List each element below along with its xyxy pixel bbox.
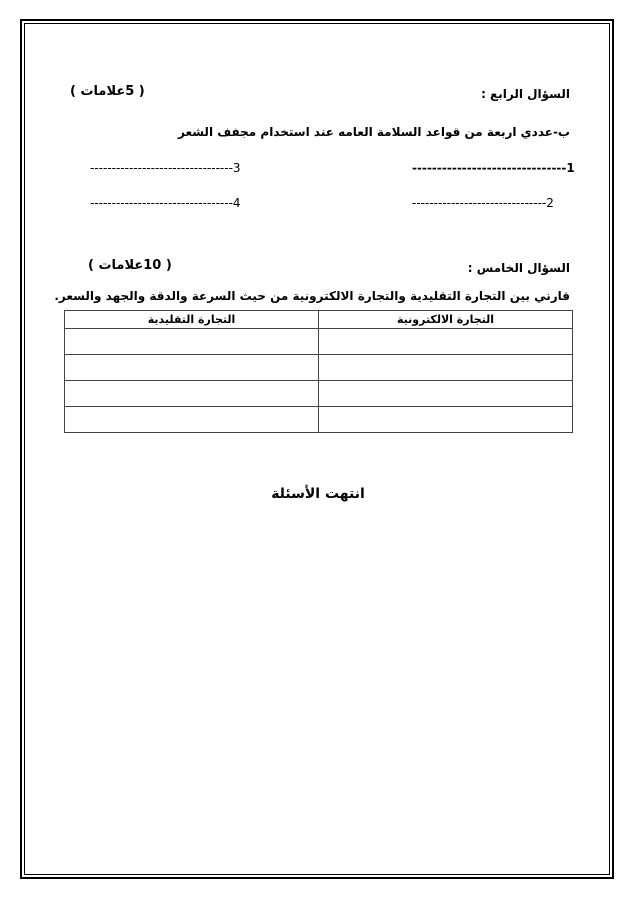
q4-blank-3: 3---------------------------------	[90, 161, 241, 175]
table-row	[65, 355, 573, 381]
q4-title: السؤال الرابع :	[481, 87, 570, 101]
table-cell	[65, 407, 319, 433]
q5-marks: ( 10علامات )	[88, 258, 172, 273]
table-cell	[65, 381, 319, 407]
end-of-questions: انتهت الأسئلة	[271, 486, 365, 502]
table-cell	[319, 381, 573, 407]
table-row	[65, 381, 573, 407]
table-cell	[319, 407, 573, 433]
table-cell	[65, 329, 319, 355]
page-border-inner	[24, 23, 610, 875]
q4-prompt: ب-عددي اربعة من قواعد السلامة العامه عند استخدام مجفف الشعر	[177, 125, 570, 139]
comparison-table	[64, 310, 573, 433]
q5-prompt: قارني بين التجارة التقليدية والتجارة الالكترونية من حيث السرعة والدقة والجهد والسعر.	[54, 289, 570, 303]
table-cell	[65, 355, 319, 381]
table-cell	[319, 329, 573, 355]
q4-blank-4: 4---------------------------------	[90, 196, 241, 210]
table-row	[65, 407, 573, 433]
table-row	[65, 329, 573, 355]
q5-title: السؤال الخامس :	[467, 261, 570, 275]
table-header-electronic: التجارة الالكترونية	[319, 311, 573, 329]
q4-blank-2: 2-------------------------------	[412, 196, 554, 210]
table-header-traditional: التجارة التقليدية	[65, 311, 319, 329]
q4-blank-1: 1-------------------------------	[412, 161, 575, 175]
q4-marks: ( 5علامات )	[70, 84, 145, 99]
table-cell	[319, 355, 573, 381]
table-header-row	[65, 311, 573, 329]
